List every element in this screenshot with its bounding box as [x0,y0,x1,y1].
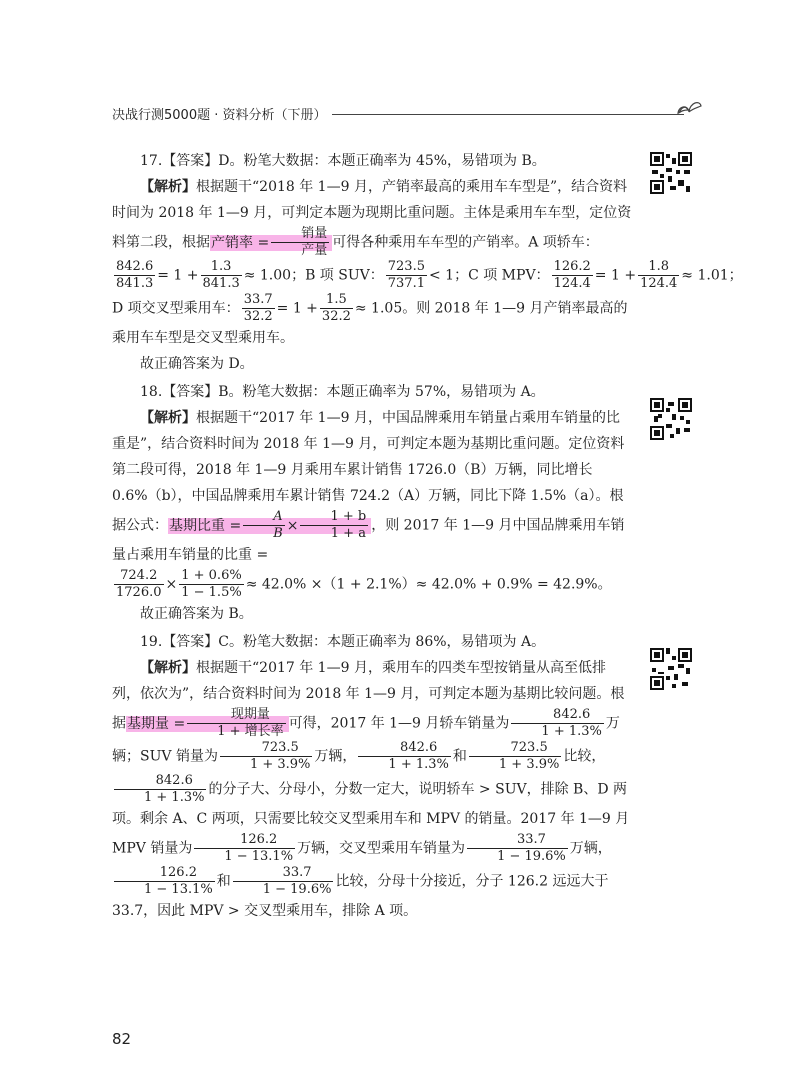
fraction [469,740,561,773]
denominator: 1 + a [330,526,366,541]
denominator: 1 − 19.6% [262,882,332,897]
numerator: 33.7 [467,832,568,849]
calc-text: ≈ 1.00；B 项 SUV： [243,267,384,284]
numerator: 723.5 [469,740,561,757]
denominator: 产量 [301,243,328,258]
denominator: 841.3 [116,276,154,291]
fraction [194,832,295,865]
qr-code-q18[interactable] [650,398,692,440]
analysis-text: 的分子大、分母小，分数一定大，说明轿车 > SUV，排除 B、D 两项。剩余 A、C 两项，只需要比较交叉型乘用车和 MPV 的销量。2017 年 1—9 月 MPV 销量为 [112,781,630,857]
denominator: 1 + 1.3% [388,757,449,772]
fraction [187,707,285,740]
fraction [300,509,368,542]
denominator: 124.4 [553,276,591,291]
fraction [233,865,334,898]
numerator: 724.2 [114,568,164,585]
analysis-text: ，则 2017 年 1—9 月中国品牌乘用车销量占乘用车销量的比重 = [112,517,625,563]
formula-highlight [210,226,332,258]
analysis-text: 和 [216,873,231,890]
denominator: 124.4 [640,276,678,291]
fraction [242,292,275,325]
calc-line-q18 [112,568,632,601]
fraction [271,226,329,259]
denominator: 1 + 1.3% [541,724,602,739]
numerator: 1.3 [201,259,242,276]
denominator: 1 + 3.9% [249,757,311,772]
denominator: 1 + 1.3% [144,790,205,805]
formula-label: 基期量 = [127,715,186,732]
analysis-text: 可得各种乘用车车型的产销率。A 项轿车： [332,234,599,251]
fraction [114,773,206,806]
variable: A [273,509,283,524]
qr-code-icon [650,398,692,440]
fraction [114,568,164,601]
numerator: 126.2 [194,832,295,849]
analysis-text: 比较，分母十分接近，分子 126.2 远远大于 33.7，因此 MPV > 交叉型乘用车，排除 A 项。 [112,873,609,919]
numerator: 1 + b [300,509,368,526]
fraction [179,568,243,601]
analysis-label: 【解析】 [140,660,196,676]
analysis-q17 [112,174,632,259]
fraction [638,259,679,292]
analysis-text: 根据题干“2017 年 1—9 月，乘用车的四类车型按销量从高至低排列，依次为”，结合资料时间为 2018 年 1—9 月，可判定本题为基期比较问题。根据 [112,660,625,732]
denominator: 1 − 19.6% [497,849,566,864]
denominator [243,526,285,542]
analysis-text: 万辆，交叉型乘用车销量为 [297,840,466,857]
calc-line-q17-a [112,259,743,292]
formula-highlight [168,509,371,541]
calc-text: ≈ 42.0% ×（1 + 2.1%）≈ 42.0% + 0.9% = 42.9%。 [245,576,612,593]
denominator: 1726.0 [116,585,162,600]
numerator: 126.2 [114,865,215,882]
analysis-text: 根据题干“2018 年 1—9 月，产销率最高的乘用车车型是”，结合资料时间为 2018 年 1—9 月，可判定本题为现期比重问题。主体是乘用车车型，定位资料第二段，根据 [112,179,632,251]
answer-q19: 19.【答案】C。粉笔大数据：本题正确率为 86%，易错项为 A。 [140,634,546,650]
analysis-label: 【解析】 [140,410,196,426]
numerator: 842.6 [511,707,603,724]
calc-text: ≈ 1.05。则 2018 年 1—9 月产销率最高的乘用车车型是交叉型乘用车。 [112,300,628,346]
fraction [552,259,593,292]
variable: B [273,526,283,541]
analysis-q19 [112,655,632,924]
header-rule [332,114,684,115]
formula-label: 基期比重 = [169,517,242,534]
qr-code-q19[interactable] [650,648,692,690]
operator: × [165,576,178,593]
fraction [320,292,353,325]
numerator: 723.5 [220,740,312,757]
analysis-text: 万辆， [569,840,612,857]
running-header [112,98,702,128]
sprout-icon [674,98,704,116]
book-title: 决战行测5000题 · 资料分析（下册） [112,108,327,123]
fraction [114,865,215,898]
numerator: 126.2 [553,259,591,274]
denominator: 1 + 增长率 [217,724,284,739]
numerator: 1 + 0.6% [181,568,242,583]
numerator: 842.6 [358,740,450,757]
fraction [358,740,450,773]
qr-code-icon [650,648,692,690]
numerator: 842.6 [114,773,206,790]
answer-q17: 17.【答案】D。粉笔大数据：本题正确率为 45%，易错项为 B。 [140,153,546,169]
answer-q18: 18.【答案】B。粉笔大数据：本题正确率为 57%，易错项为 A。 [140,384,545,400]
numerator: 销量 [271,226,329,243]
analysis-text: 根据题干“2017 年 1—9 月，中国品牌乘用车销量占乘用车销量的比重是”，结合资料时间为 2018 年 1—9 月，可判定本题为基期比重问题。定位资料第二段可得，2018 年 1—9 月乘用车累计销售 1726.0（B）万辆，同比增长 0.6%（b），中国品牌乘用车累计销售 724.2（A）万辆，同比下降 1.5%（a）。根据公式： [112,410,625,534]
numerator: 723.5 [387,259,425,274]
numerator: 现期量 [187,707,285,724]
denominator: 32.2 [321,309,351,324]
fraction [467,832,568,865]
qr-code-q17[interactable] [650,152,692,194]
numerator [243,509,285,526]
fraction [243,509,285,542]
analysis-text: 比较， [563,748,606,765]
analysis-text: 和 [452,748,467,765]
fraction [220,740,312,773]
denominator: 841.3 [202,276,240,291]
fraction [201,259,242,292]
denominator: 1 − 13.1% [224,849,294,864]
qr-code-icon [650,152,692,194]
calc-text: = 1 + [594,267,637,284]
denominator: 1 − 13.1% [144,882,213,897]
formula-label: 产销率 = [211,234,270,251]
conclusion-q17: 故正确答案为 D。 [140,356,254,372]
calc-text: D 项交叉型乘用车： [112,300,240,317]
analysis-q18 [112,405,632,568]
analysis-text: 可得，2017 年 1—9 月轿车销量为 [288,715,510,732]
denominator: 1 + 3.9% [498,757,560,772]
calc-text: ≈ 1.01； [681,267,743,284]
fraction [386,259,427,292]
conclusion-q18: 故正确答案为 B。 [140,606,253,622]
analysis-text: 万辆， [314,748,357,765]
denominator: 1 − 1.5% [181,585,242,600]
calc-text: = 1 + [276,300,318,317]
denominator: 737.1 [387,276,425,291]
numerator: 1.5 [320,292,353,309]
analysis-label: 【解析】 [140,179,196,195]
formula-highlight [126,707,289,739]
page-number: 82 [112,1030,132,1048]
calc-line-q17-b [112,292,632,351]
fraction [114,259,155,292]
calc-text: = 1 + [157,267,199,284]
numerator: 842.6 [116,259,154,274]
operator: × [286,517,299,534]
numerator: 33.7 [233,865,334,882]
analysis-text: 万辆；SUV 销量为 [112,715,620,765]
calc-text: < 1；C 项 MPV： [428,267,550,284]
fraction [511,707,603,740]
denominator: 32.2 [243,309,273,324]
numerator: 33.7 [243,292,273,307]
page-content [112,148,743,924]
numerator: 1.8 [638,259,679,276]
